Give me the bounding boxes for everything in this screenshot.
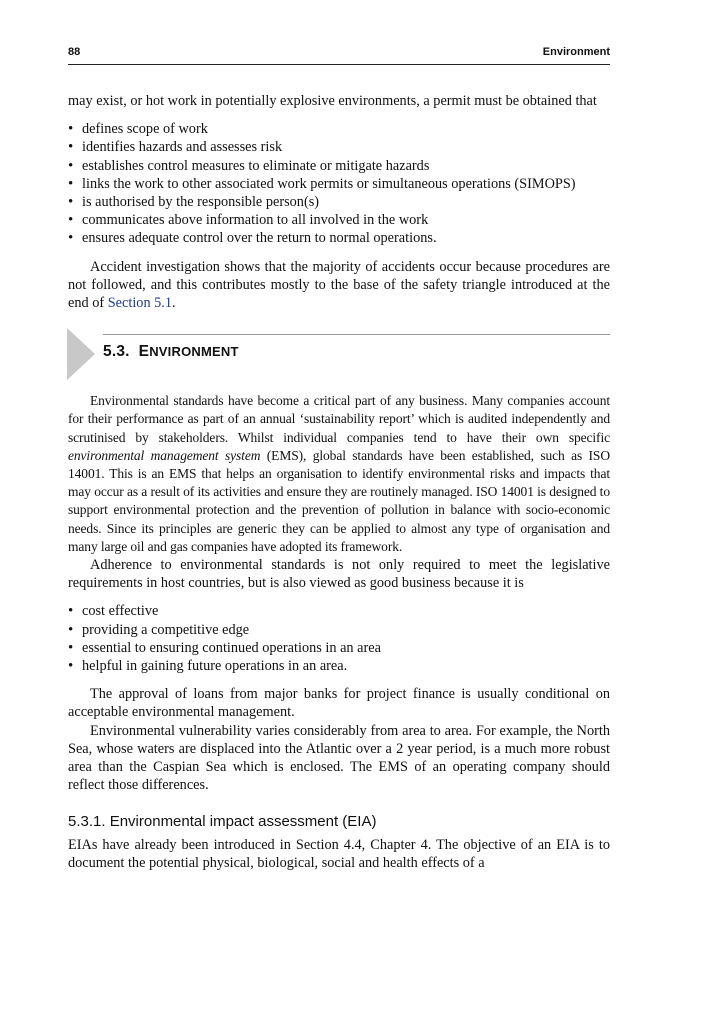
eia-paragraph: EIAs have already been introduced in Section 4.4, Chapter 4. The objective of an EIA is to document the potential physical, biological, social and health effects of a [68,836,610,871]
subsection-title: Environmental impact assessment (EIA) [109,812,377,830]
vulnerability-paragraph: Environmental vulnerability varies considerably from area to area. For example, the North Sea, whose waters are displaced into the Atlantic over a 2 year period, is a much more robust area than the Caspian Sea which is enclosed. The EMS of an operating company should reflect those differences. [68,722,610,794]
running-header [68,46,610,65]
benefit-bullet-list [68,602,610,675]
running-title: Environment [542,46,610,58]
list-item: • links the work to other associated work permits or simultaneous operations (SIMOPS) [68,175,610,193]
env-text-after: (EMS), global standards have been established, such as ISO 14001. This is an EMS that helps an organisation to identify environmental risks and impacts that may occur as a result of its activities and ensure they are routinely managed. ISO 14001 is designed to support environmental protection and the prevention of pollution in balance with socio-economic needs. Since its principles are generic they can be applied to almost any type of organisation and many large oil and gas companies have adopted its framework. [68,447,610,554]
list-item: • communicates above information to all involved in the work [68,211,610,229]
subsection-number: 5.3.1. [68,812,106,830]
section-title-first: E [138,343,150,361]
list-item: • helpful in gaining future operations in an area. [68,657,610,675]
list-item: • ensures adequate control over the return to normal operations. [68,229,610,247]
accident-text: Accident investigation shows that the majority of accidents occur because procedures are not followed, and this contributes mostly to the base of the safety triangle introduced at the end of [68,258,610,312]
section-rule [103,334,610,335]
page-body [68,92,610,872]
list-item: • providing a competitive edge [68,621,610,639]
section-arrow-icon [67,328,95,380]
accident-end: . [172,295,176,312]
subsection-heading [68,813,610,830]
list-item: • essential to ensuring continued operations in an area [68,639,610,657]
section-5-1-link[interactable]: Section 5.1 [107,295,173,312]
list-item: • defines scope of work [68,120,610,138]
intro-paragraph: may exist, or hot work in potentially explosive environments, a permit must be obtained that [68,93,597,109]
env-text-before: Environmental standards have become a critical part of any business. Many companies account for their performance as part of an annual ‘sustainability report’ which is audited independently and scrutinised by stakeholders. Whilst individual companies tend to have their own specific [68,393,610,445]
page-number: 88 [68,46,81,58]
section-number: 5.3. [103,343,130,361]
section-heading [67,334,610,380]
list-item: • establishes control measures to eliminate or mitigate hazards [68,157,610,175]
env-paragraph-2: Adherence to environmental standards is not only required to meet the legislative requirements in host countries, but is also viewed as good business because it is [68,557,610,592]
section-title-rest: NVIRONMENT [149,344,239,360]
section-title [103,343,239,361]
list-item: • identifies hazards and assesses risk [68,138,610,156]
list-item: • cost effective [68,602,610,620]
list-item: • is authorised by the responsible person(s) [68,193,610,211]
env-italic-term: environmental management system [68,447,261,463]
accident-paragraph [68,258,610,313]
env-paragraph-1 [68,392,610,556]
loans-paragraph: The approval of loans from major banks for project finance is usually conditional on acceptable environmental management. [68,686,610,721]
permit-bullet-list [68,120,610,247]
